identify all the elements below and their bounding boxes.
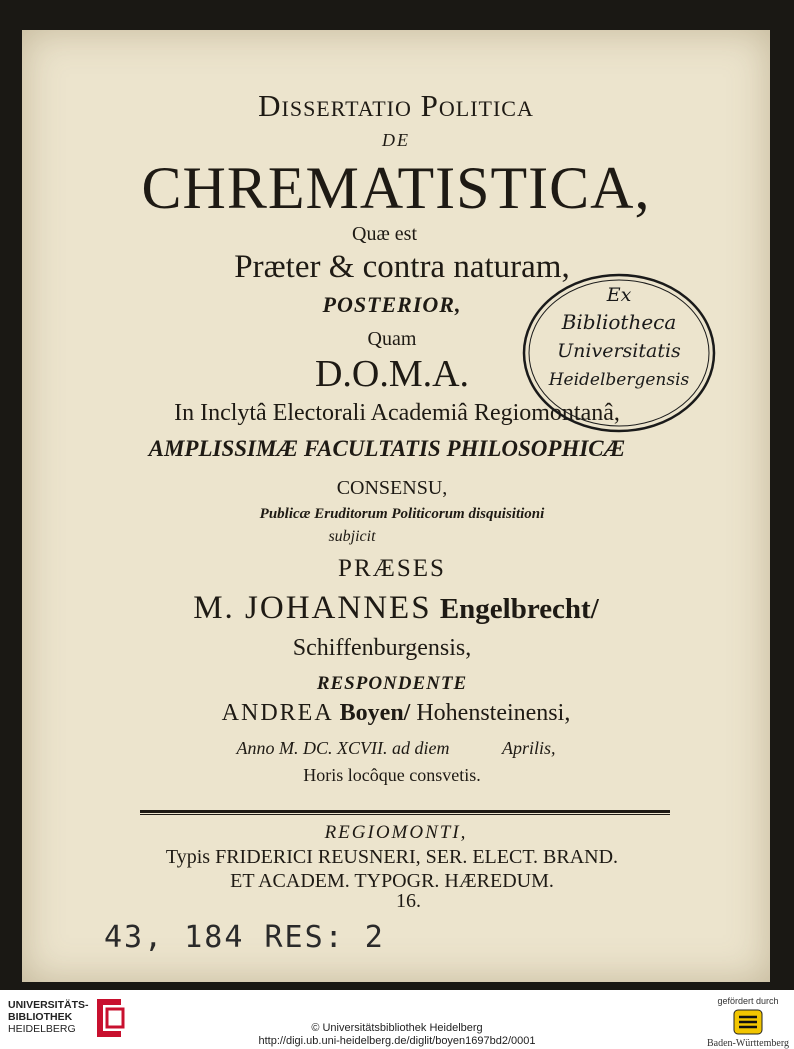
handwritten-shelfmark: 43, 184 RES: 2 xyxy=(104,920,385,955)
date-text: Anno M. DC. XCVII. ad diem xyxy=(236,738,450,758)
title-line-1: Dissertatio Politica xyxy=(258,88,534,123)
title-line-2: DE xyxy=(382,130,410,150)
body-line-9: RESPONDENTE xyxy=(316,673,468,694)
body-line-12: Horis locôque consvetis. xyxy=(303,765,481,785)
praeses-name-line xyxy=(22,590,770,627)
body-line-8: Schiffenburgensis, xyxy=(292,635,472,661)
funding-note xyxy=(706,996,790,1049)
library-name-line-3: HEIDELBERG xyxy=(8,1023,76,1035)
body-line-3: CONSENSU, xyxy=(336,477,448,499)
title-line-8: D.O.M.A. xyxy=(314,353,470,395)
divider-rule-bottom xyxy=(140,814,670,815)
divider-rule-top xyxy=(140,810,670,813)
funded-by-label: gefördert durch xyxy=(717,996,779,1006)
library-name-line-2: BIBLIOTHEK xyxy=(8,1011,73,1023)
title-line-6: POSTERIOR, xyxy=(322,292,462,317)
funder-name: Baden-Württemberg xyxy=(706,1038,789,1049)
date-month: Aprilis, xyxy=(501,738,556,758)
permalink[interactable]: http://digi.ub.uni-heidelberg.de/diglit/boyen1697bd2/0001 xyxy=(258,1035,536,1047)
respondent-origin: Hohensteinensi, xyxy=(416,700,571,726)
imprint-line-2: Typis FRIDERICI REUSNERI, SER. ELECT. BRAND. xyxy=(165,846,619,868)
page-number: 16. xyxy=(396,890,421,912)
stamp-line-4: Heidelbergensis xyxy=(548,370,690,390)
respondent-surname: Boyen/ xyxy=(339,700,411,726)
document-page xyxy=(22,30,770,982)
respondent-line xyxy=(22,700,770,727)
body-line-2: AMPLISSIMÆ FACULTATIS PHILOSOPHICÆ xyxy=(148,436,626,461)
body-line-1: In Inclytâ Electorali Academiâ Regiomontanâ, xyxy=(174,400,620,426)
stamp-line-3: Universitatis xyxy=(557,340,681,362)
title-line-5: Præter & contra naturam, xyxy=(234,249,570,285)
praeses-name: M. JOHANNES xyxy=(193,590,432,626)
stamp-line-1: Ex xyxy=(606,284,632,306)
body-line-6: PRÆSES xyxy=(338,555,446,582)
imprint-line-1: REGIOMONTI, xyxy=(324,822,468,843)
body-line-5: subjicit xyxy=(328,528,376,545)
title-line-7: Quam xyxy=(367,328,417,350)
title-main: CHREMATISTICA, xyxy=(141,155,651,221)
praeses-surname: Engelbrecht/ xyxy=(439,593,599,625)
date-line xyxy=(22,738,770,759)
title-line-4: Quæ est xyxy=(352,223,417,245)
library-stamp xyxy=(520,268,718,438)
stamp-line-2: Bibliotheca xyxy=(561,310,677,334)
respondent-name: ANDREA xyxy=(221,700,334,726)
copyright-text: © Universitätsbibliothek Heidelberg xyxy=(311,1022,483,1034)
imprint-line-3: ET ACADEM. TYPOGR. HÆREDUM. xyxy=(230,870,554,892)
body-line-4: Publicæ Eruditorum Politicorum disquisitioni xyxy=(259,506,545,522)
state-coat-of-arms-icon xyxy=(731,1008,765,1036)
library-name-line-1: UNIVERSITÄTS- xyxy=(8,999,89,1011)
